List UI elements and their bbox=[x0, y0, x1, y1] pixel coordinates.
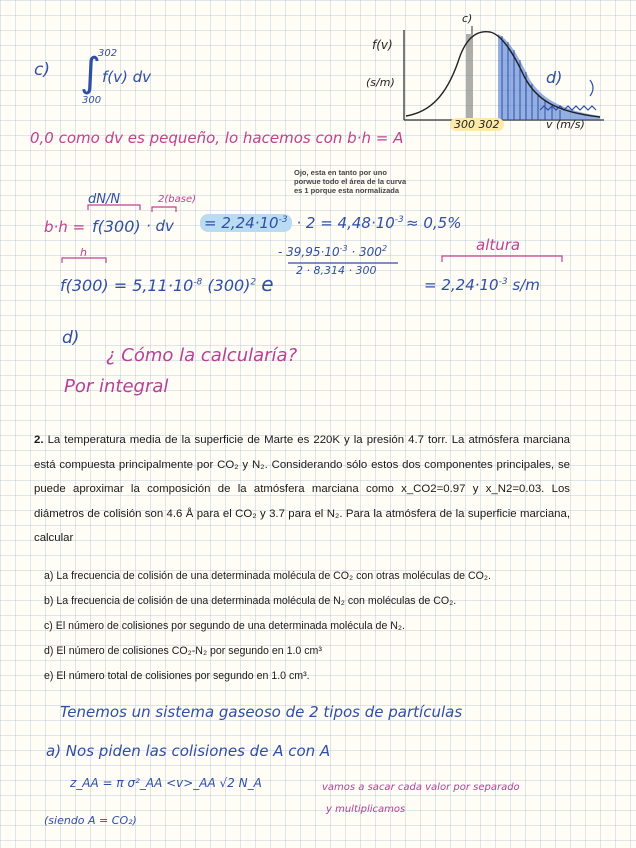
part-d-label: d) bbox=[62, 328, 80, 348]
pink-remark: 0,0 como dv es pequeño, lo hacemos con b·h = A bbox=[30, 129, 404, 147]
f300-equation bbox=[60, 272, 274, 296]
exp-num-sup: -3 bbox=[339, 244, 348, 253]
axis-y-unit: (s/m) bbox=[366, 76, 395, 89]
exponent-numerator bbox=[278, 244, 387, 259]
problem-item-b: b) La frecuencia de colisión de una determinada molécula de N₂ con moléculas de CO₂. bbox=[44, 595, 457, 607]
problem-number: 2. bbox=[34, 434, 44, 446]
note-line-1: Ojo, esta en tanto por uno bbox=[294, 168, 387, 177]
part-c-label: c) bbox=[34, 60, 50, 80]
side-note-1: vamos a sacar cada valor por separado bbox=[322, 782, 520, 793]
note-line-2: porwue todo el área de la curva bbox=[294, 177, 407, 186]
axis-y-label: f(v) bbox=[372, 38, 393, 52]
h-label: h bbox=[80, 246, 87, 259]
integral-body: f(v) dv bbox=[102, 68, 152, 86]
exp-neg3: -3 bbox=[278, 215, 288, 225]
x-tick-300: 300 bbox=[454, 118, 475, 131]
note-line-3: es 1 porque esta normalizada bbox=[294, 186, 400, 195]
result-exp: -3 bbox=[498, 277, 508, 287]
eq-values: = 2,24·10 bbox=[204, 214, 279, 232]
exp-neg3b: -3 bbox=[394, 215, 404, 225]
integral-lower-limit: 300 bbox=[82, 95, 102, 106]
tenemos-line: Tenemos un sistema gaseoso de 2 tipos de partículas bbox=[60, 703, 463, 721]
curve-label-c: c) bbox=[462, 12, 473, 25]
problem-item-e: e) El número total de colisiones por segundo en 1.0 cm³. bbox=[44, 670, 310, 682]
e-char: e bbox=[261, 272, 274, 296]
approx-percent: ≈ 0,5% bbox=[406, 214, 462, 232]
f300-term: f(300) bbox=[92, 217, 141, 236]
result-line bbox=[424, 276, 540, 294]
times-two: · 2 = 4,48·10 bbox=[296, 214, 395, 232]
exp-num-tail: · 300 bbox=[351, 245, 382, 259]
square: 2 bbox=[250, 277, 257, 288]
part-d-question: ¿ Cómo la calcularía? bbox=[106, 345, 298, 366]
exp-num: - 39,95·10 bbox=[278, 245, 340, 259]
x-tick-302: 302 bbox=[478, 118, 500, 131]
x-axis-unit: v (m/s) bbox=[546, 118, 585, 131]
problem-item-d: d) El número de colisiones CO₂-N₂ por segundo en 1.0 cm³ bbox=[44, 645, 322, 657]
dn-over-n-label: dN/N bbox=[88, 192, 121, 207]
part-d-answer: Por integral bbox=[64, 376, 169, 397]
dv-term: · dv bbox=[146, 217, 174, 235]
problem-statement bbox=[34, 428, 570, 551]
base-label: 2(base) bbox=[158, 194, 197, 205]
collision-formula: z_AA = π σ²_AA <v>_AA √2 N_A bbox=[70, 776, 262, 790]
result-unit: s/m bbox=[512, 276, 540, 294]
altura-label: altura bbox=[476, 236, 521, 254]
side-note-2: y multiplicamos bbox=[326, 804, 406, 815]
siendo-note: (siendo A = CO₂) bbox=[44, 814, 137, 827]
problem-item-c: c) El número de colisiones por segundo de una determinada molécula de N₂. bbox=[44, 620, 405, 632]
curve-label-d: d) bbox=[546, 68, 563, 87]
problem-text: La temperatura media de la superficie de Marte es 220K y la presión 4.7 torr. La atmósfera marciana está compuesta principalmente por CO₂ y N₂. Considerando sólo estos dos componentes principales, se puede aproximar la composición de la atmósfera marciana como x_CO2=0.97 y x_N2=0.03. Los diámetros de colisión son 4.6 Å para el CO₂ y 3.7 para el N₂. Para la atmósfera de la superficie marciana, calcular bbox=[34, 434, 571, 544]
integral-upper-limit: 302 bbox=[98, 48, 118, 59]
integral-sign: ∫ bbox=[80, 50, 101, 96]
problem-item-a: a) La frecuencia de colisión de una determinada molécula de CO₂ con otras moléculas de CO₂. bbox=[44, 570, 491, 582]
exp-num-sq: 2 bbox=[381, 244, 388, 253]
a-collisions-line: a) Nos piden las colisiones de A con A bbox=[46, 742, 331, 760]
f300-line: f(300) = 5,11·10 bbox=[60, 276, 194, 295]
exp-neg8: -8 bbox=[193, 277, 203, 288]
exponent-denominator: 2 · 8,314 · 300 bbox=[296, 264, 377, 277]
bh-lhs: b·h = bbox=[44, 218, 86, 236]
paren-300: (300) bbox=[207, 276, 251, 295]
result: = 2,24·10 bbox=[424, 276, 499, 294]
